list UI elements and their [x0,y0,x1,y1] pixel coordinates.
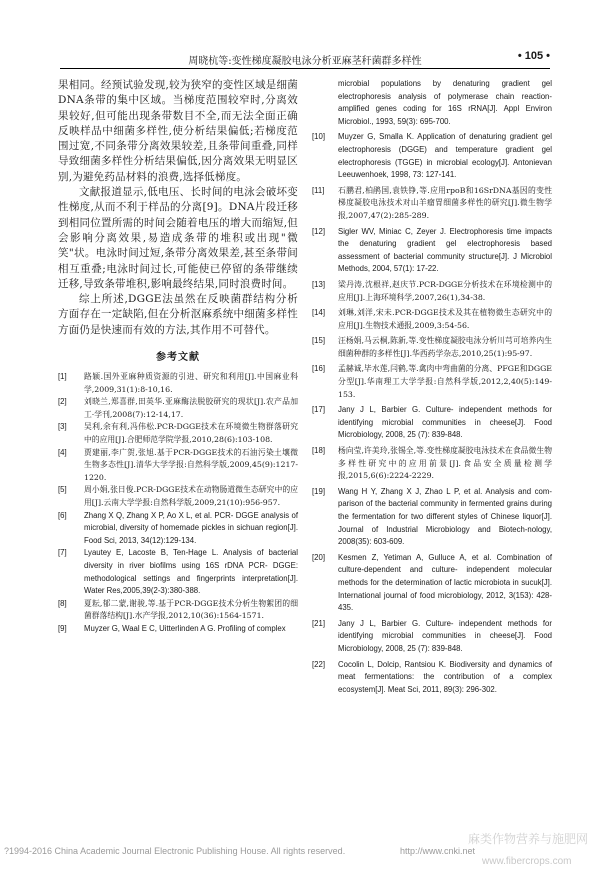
reference-item [312,618,552,656]
reference-number: [9] [58,623,67,633]
reference-number: [4] [58,447,67,457]
reference-item [312,226,552,276]
reference-text: 刘琳,刘洋,宋未.PCR-DGGE技术及其在植物微生态研究中的应用[J].生物技术通报,2009,3:54-56. [338,308,552,330]
reference-number: [12] [312,226,326,236]
reference-item [58,510,298,548]
left-column [58,78,298,636]
reference-item [58,421,298,446]
running-header [60,52,550,72]
reference-text: Lyautey E, Lacoste B, Ten-Hage L. Analysis of bacterial diversity in river biofilms using 16S rDNA PCR- DGGE: methodological settings and fingerprints interpretation[J]. Water Res,2005,39(2-3):380-388. [84,548,298,596]
watermark-url: www.fibercrops.com [482,856,572,867]
body-paragraph: 果相同。经预试验发现,较为狭窄的变性区域是细菌DNA条带的集中区域。当梯度范围较窄时,分离效果较好,但可能出现条带数目不全,而无法全面正确反映样品中细菌多样性,使分析结果偏低;若梯度范围过宽,不同条带分离效果较差,且条带间重叠,同样导致细菌多样性分析结果偏低,因分离效果无明显区别,为避免药品材料的浪费,选择低梯度。 [58,79,298,183]
header-rule [60,68,550,69]
body-paragraph: 文献报道显示,低电压、长时间的电泳会破坏变性梯度,从而不利于样品的分离[9]。DNA片段迁移到相同位置所需的时间会随着电压的增大而缩短,但会影响分离效果,易造成条带的堆积或出现"微笑"状。电泳时间过短,条带分离效果差,甚至条带间相互重叠;电泳时间过长,可能使已停留的条带继续迁移,导致条带堆积,影响最终结果,同时浪费时间。 [58,186,298,290]
reference-item [58,396,298,421]
reference-number: [7] [58,548,67,558]
reference-number: [3] [58,422,67,432]
reference-number: [16] [312,364,326,374]
reference-item [312,659,552,697]
reference-item [58,623,298,636]
reference-text: Kesmen Z, Yetiman A, Gulluce A, et al. Combination of culture-dependent and culture- independent molecular methods for the determination of lactic microbiota in sucuk[J]. International journal of food microbiology, 2012, 3(153): 428-435. [338,552,552,613]
reference-item [312,131,552,181]
reference-text: 孟赫诚,毕水莲,闫鹤,等.禽肉中弯曲菌的分离、PFGE和DGGE分型[J].华南理工大学学报:自然科学版,2012,2,40(5):149-153. [338,364,552,399]
reference-text: Jany J L, Barbier G. Culture- independent methods for identifying microbial communities in cheese[J]. Food Microbiology, 2008, 25 (7): 839-848. [338,618,552,653]
reference-number: [18] [312,446,326,456]
reference-item [312,279,552,304]
reference-number: [19] [312,486,326,496]
reference-number: [1] [58,372,67,382]
running-title: 周晓杭等:变性梯度凝胶电泳分析亚麻茎秆菌群多样性 [188,56,422,67]
reference-item [312,363,552,401]
copyright-notice: ?1994-2016 China Academic Journal Electronic Publishing House. All rights reserved. [4,846,346,856]
reference-item [312,552,552,615]
references-heading: 参考文献 [156,352,200,364]
reference-item [58,598,298,623]
reference-number: [13] [312,279,326,289]
reference-item [58,447,298,485]
reference-number: [2] [58,397,67,407]
reference-number: [10] [312,132,326,142]
reference-number: [15] [312,336,326,346]
reference-item [312,486,552,549]
body-paragraph: 综上所述,DGGE法虽然在反映菌群结构分析方面存在一定缺陷,但在分析沤麻系统中细菌多样性方面仍是快速而有效的方法,其作用不可替代。 [58,293,298,336]
reference-text: 汪杨娟,马云桐,陈新,等.变性梯度凝胶电泳分析川芎可培养内生细菌种群的多样性[J].华西药学杂志,2010,25(1):95-97. [338,336,552,358]
reference-text: 夏耘,郁二蒙,谢骏,等.基于PCR-DGGE技术分析生物絮团的细菌群落结构[J].水产学报,2012,10(36):1564-1571. [84,598,298,621]
reference-text: 石鹏君,柏鹃国,袁铁铮,等.应用rpoB和16SrDNA基因的变性梯度凝胶电泳技术对山羊瘤胃细菌多样性的研究[J].微生物学报,2007,47(2):285-289. [338,185,552,220]
reference-number: [17] [312,405,326,415]
reference-text: microbial populations by denaturing gradient gel electrophoresis analysis of polymerase chain reaction- amplified genes coding for 16S rRNA[J]. Appl Environ Microbiol., 1993, 59(3): 695-700. [338,79,552,126]
reference-number: [14] [312,308,326,318]
reference-text: Wang H Y, Zhang X J, Zhao L P, et al. Analysis and com-parison of the bacterial community in fermented grains during the fermentation for two different styles of Chinese liquor[J]. Journal of Industrial Microbiology and Biotech-nology, 2008(35): 603-609. [338,486,552,547]
reference-number: [11] [312,185,325,195]
reference-item [312,78,552,128]
reference-text: Muyzer G, Smalla K. Application of denaturing gradient gel electrophoresis (DGGE) and temperature gradient gel electrophoresis (TGGE) in microbial ecology[J]. Antonievan Leeuwenhoek, 1998, 73: 127-141. [338,132,552,180]
reference-text: 杨向莹,许美玲,张锡全,等.变性梯度凝胶电泳技术在食品微生物多样性研究中的应用前景[J].食品安全质量检测学报,2015,6(6):2224-2229. [338,446,552,481]
reference-number: [6] [58,510,67,520]
reference-item [58,484,298,509]
reference-text: Sigler WV, Miniac C, Zeyer J. Electrophoresis time impacts the denaturing gradient gel electrophoresis based assessment of bacterial community structure[J]. J Microbiol Methods, 2004, 57(1): 17-22. [338,226,552,274]
reference-number: [22] [312,659,326,669]
reference-item [312,307,552,332]
reference-number: [20] [312,552,326,562]
reference-text: Cocolin L, Dolcip, Rantsiou K. Biodiversity and dynamics of meat fermentations: the contribution of a complex ecosystem[J]. Meat Sci, 2011, 89(3): 296-302. [338,659,552,694]
right-column [312,78,552,699]
reference-text: Muyzer G, Waal E C, Uitterlinden A G. Profiling of complex [84,623,286,633]
reference-number: [21] [312,618,326,628]
cnki-link[interactable]: http://www.cnki.net [400,846,476,856]
reference-item [312,335,552,360]
reference-text: 周小娟,张日俊.PCR-DGGE技术在动物肠道微生态研究中的应用[J].云南大学学报:自然科学版,2009,21(10):956-957. [84,485,298,507]
reference-text: 梁丹涛,沈根祥,赵庆节.PCR-DGGE分析技术在环境检测中的应用[J].上海环境科学,2007,26(1),34-38. [338,279,552,302]
reference-number: [5] [58,485,67,495]
reference-item [312,185,552,223]
reference-text: 贾建丽,李广贺,张旭.基于PCR-DGGE技术的石油污染土壤微生物多态性[J].清华大学学报:自然科学版,2009,45(9):1217-1220. [84,447,298,482]
watermark-text: 麻类作物营养与施肥网 [468,832,589,846]
reference-number: [8] [58,598,67,608]
reference-text: 刘晓兰,郑喜群,田英华.亚麻酶法脱胶研究的现状[J].农产品加工·学刊,2008(7):12-14,17. [84,397,298,419]
reference-item [312,404,552,442]
reference-text: 路颖.国外亚麻种质资源的引进、研究和利用[J].中国麻业科学,2009,31(1):8-10,16. [84,372,298,394]
reference-text: 吴利,余有利,冯伟松.PCR-DGGE技术在环境微生物群落研究中的应用[J].合肥师范学院学报,2010,28(6):103-108. [84,422,298,445]
reference-item [58,547,298,597]
reference-text: Jany J L, Barbier G. Culture- independent methods for identifying microbial communities in cheese[J]. Food Microbiology, 2008, 25 (7): 839-848. [338,405,552,440]
reference-number [312,78,338,128]
reference-item [312,445,552,483]
reference-text: Zhang X Q, Zhang X P, Ao X L, et al. PCR- DGGE analysis of microbial, diversity of homemade pickles in sichuan region[J]. Food Sci, 2013, 34(12):129-134. [84,510,298,545]
page-number: • 105 • [517,50,550,62]
reference-item [58,371,298,396]
